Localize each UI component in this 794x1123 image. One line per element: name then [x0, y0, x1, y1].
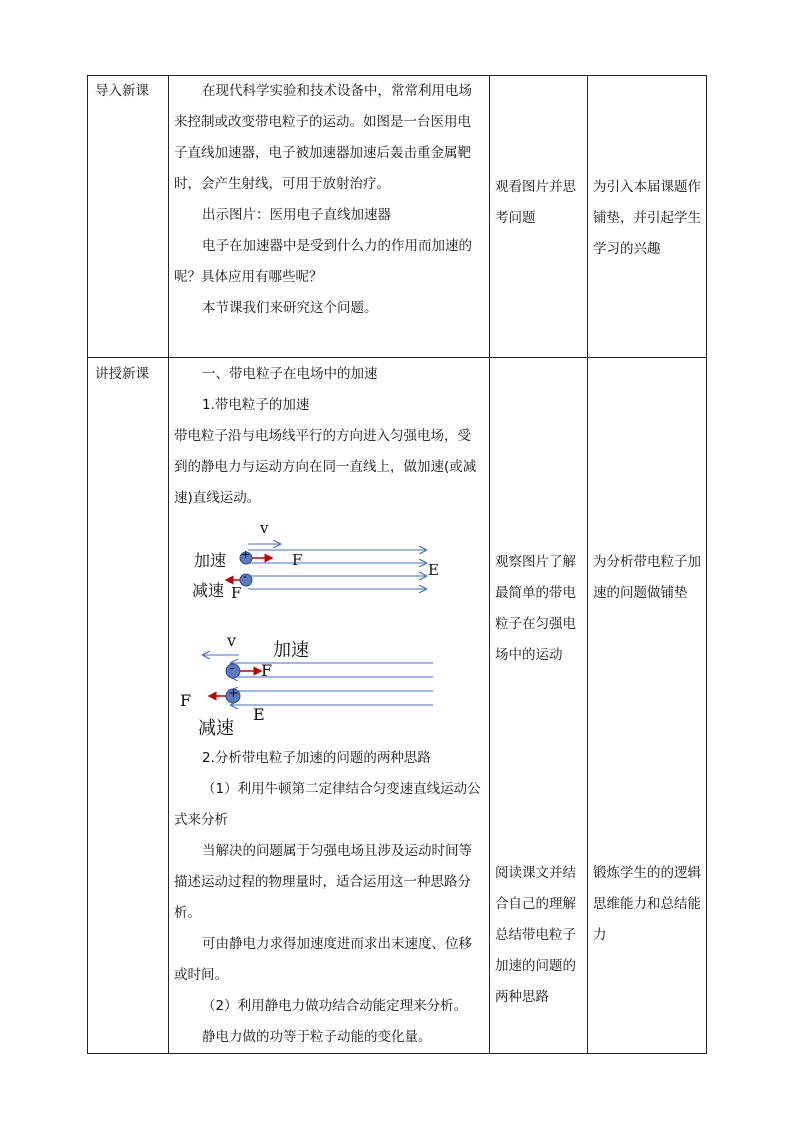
velocity-label: v: [227, 631, 237, 650]
minus-sign: -: [243, 570, 247, 583]
minus-sign: -: [230, 661, 235, 676]
lesson-paragraph: 静电力做的功等于粒子动能的变化量。: [202, 1029, 432, 1045]
plus-sign: +: [228, 686, 239, 701]
field-diagram-1: [188, 521, 448, 606]
intro-paragraph: 电子在加速器中是受到什么力的作用而加速的呢？具体应用有哪些呢？: [174, 238, 472, 285]
intro-paragraph: 出示图片：医用电子直线加速器: [202, 207, 391, 223]
field-label: E: [428, 561, 439, 579]
plus-sign: +: [241, 548, 251, 561]
lesson-table: [87, 75, 707, 1054]
field-label: E: [253, 705, 265, 724]
lesson-paragraph: （1）利用牛顿第二定律结合匀变速直线运动公式来分析: [174, 781, 481, 828]
column-divider: [489, 76, 490, 1053]
decelerate-label: 减速: [198, 718, 234, 739]
column-divider: [168, 76, 169, 1053]
field-lines-1: [188, 521, 448, 606]
intro-student-activity: 观看图片并思考问题: [495, 179, 576, 226]
velocity-label: v: [260, 519, 269, 537]
lesson-paragraph: （2）利用静电力做功结合动能定理来分析。: [202, 998, 468, 1014]
decelerate-label: 减速: [192, 581, 225, 600]
accelerate-label: 加速: [273, 640, 309, 661]
intro-design-intent: 为引入本届课题作铺垫，并引起学生学习的兴趣: [593, 179, 701, 257]
accelerate-label: 加速: [194, 551, 227, 570]
force-label: F: [292, 551, 303, 569]
subsection-heading: 2.分析带电粒子加速的问题的两种思路: [202, 750, 431, 766]
row-divider: [88, 357, 706, 358]
lesson-paragraph: 当解决的问题属于匀强电场且涉及运动时间等描述运动过程的物理量时，适合运用这一种思路分析。: [174, 843, 472, 921]
row-label-intro: 导入新课: [95, 83, 149, 99]
lesson-paragraph: 带电粒子沿与电场线平行的方向进入匀强电场，受到的静电力与运动方向在同一直线上，做加速(或减速)直线运动。: [174, 428, 477, 506]
force-label: F: [180, 691, 192, 710]
lesson-design-intent-1: 为分析带电粒子加速的问题做铺垫: [593, 554, 701, 601]
lesson-student-activity-1: 观察图片了解最简单的带电粒子在匀强电场中的运动: [495, 554, 576, 663]
field-diagram-2: [180, 631, 443, 741]
lesson-design-intent-2: 锻炼学生的的逻辑思维能力和总结能力: [593, 865, 701, 943]
subsection-heading: 1.带电粒子的加速: [202, 397, 310, 413]
lesson-content-bottom: [174, 743, 484, 1053]
lesson-paragraph: 可由静电力求得加速度进而求出末速度、位移或时间。: [174, 936, 472, 983]
section-heading: 一、带电粒子在电场中的加速: [202, 366, 378, 382]
force-label: F: [261, 661, 273, 680]
force-label: F: [231, 584, 242, 602]
lesson-student-activity-2: 阅读课文并结合自己的理解总结带电粒子加速的问题的两种思路: [495, 865, 576, 1005]
intro-content: [174, 76, 484, 324]
intro-paragraph: 在现代科学实验和技术设备中，常常利用电场来控制或改变带电粒子的运动。如图是一台医用电子直线加速器，电子被加速器加速后轰击重金属靶时，会产生射线，可用于放射治疗。: [174, 83, 472, 192]
column-divider: [587, 76, 588, 1053]
lesson-content-top: [174, 359, 484, 514]
intro-paragraph: 本节课我们来研究这个问题。: [202, 300, 378, 316]
row-label-new-lesson: 讲授新课: [95, 366, 149, 382]
